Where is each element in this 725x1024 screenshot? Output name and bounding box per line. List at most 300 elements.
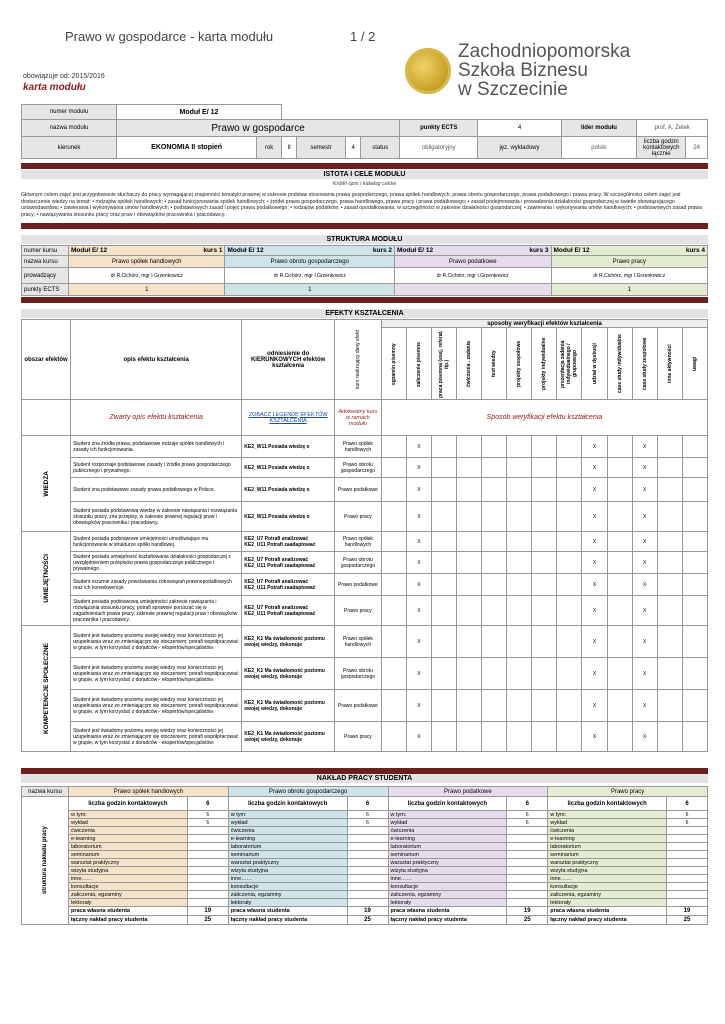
method-mark: X — [582, 658, 607, 690]
method-mark — [482, 532, 507, 552]
outcome-description: Student rozpoznaje podstawowe zasady i źródła prawa gospodarczego publicznego i prywatnego. — [71, 458, 242, 478]
method-mark — [457, 478, 482, 502]
outcome-row — [22, 596, 708, 626]
method-mark: X — [632, 626, 657, 658]
workload-row-label: konsultacje — [548, 883, 667, 891]
method-mark — [432, 722, 457, 752]
workload-row-label: wykład — [69, 819, 188, 827]
method-mark: X — [632, 458, 657, 478]
total-workload-value: 25 — [347, 916, 388, 925]
method-mark — [682, 722, 707, 752]
method-mark: X — [406, 722, 431, 752]
course-name: Prawo obrotu gospodarczego — [225, 256, 395, 268]
method-mark: X — [632, 552, 657, 574]
method-label: praca pisemna (esej, referat, itp.) — [438, 329, 451, 398]
workload-row-value — [507, 843, 548, 851]
outcome-reference — [242, 596, 335, 626]
module-name: Prawo w gospodarce — [117, 120, 400, 137]
method-mark — [482, 478, 507, 502]
outcome-description: Student posiada umiejętność kształtowania działalności gospodarczej z uwzględnieniem przepisów prawa gospodarczego publicznego i prywatnego. — [71, 552, 242, 574]
method-mark — [657, 502, 682, 532]
section-bar — [21, 163, 708, 169]
method-mark — [657, 658, 682, 690]
document-header-title: Prawo w gospodarce - karta modułu — [65, 29, 274, 44]
value: Moduł E/ 12 — [117, 105, 282, 120]
outcome-course: Prawo podatkowe — [334, 690, 381, 722]
method-mark — [457, 722, 482, 752]
workload-course-name: Prawo obrotu gospodarczego — [228, 787, 388, 797]
workload-row-label: warsztat praktyczny — [69, 859, 188, 867]
workload-row-value — [187, 827, 228, 835]
own-work-label: praca własna studenta — [548, 907, 667, 916]
total-workload-label: łączny nakład pracy studenta — [548, 916, 667, 925]
method-mark: X — [582, 626, 607, 658]
course-lecturer: dr R.Cichórz, mgr I.Grzenkowicz — [69, 268, 225, 284]
course-name: Prawo podatkowe — [395, 256, 551, 268]
method-label: case study indywidualne — [616, 334, 623, 393]
module-structure-table — [21, 245, 708, 296]
method-mark — [432, 458, 457, 478]
workload-row-value — [187, 899, 228, 907]
workload-row-value — [187, 835, 228, 843]
method-mark — [432, 436, 457, 458]
method-mark: X — [406, 478, 431, 502]
method-mark: X — [406, 436, 431, 458]
method-mark — [507, 552, 532, 574]
module-goals-text: Głównym celem zajęć jest przygotowanie słuchaczy do pracy wymagającej znajomości tematyki prawnej w zakresie podstaw stosowania prawa gospodarczego, prawa spółek handlowych, prawa obrotu gospodarczego, prawa podatkowego i prawa pracy. W szczególności celem zajęć jest dostarczenie wiedzy na temat: • rodzajów spółek handlowych; • zasad funkcjonowania spółek handlowych; • źródeł prawa gospodarczego, prawa handlowego, prawa pracy i prawa podatkowego; • zasad podejmowania i prowadzenia działalności gospodarczej w świetle obowiązującego ustawodawstwa; • zawierania i wykonywania umów handlowych; • podstawowych zasad i pojęć prawa podatkowego; • rodzajów podatków; • zasad opodatkowania, w szczególności w zakresie działalności gospodarczej; • zawierania i wykonywania umów handlowych; • podstawowych zasad prawa pracy; • nawiązywania stosunku pracy oraz praw i obowiązków pracownika i pracodawcy. — [21, 192, 703, 218]
workload-row-label: inne…… — [69, 875, 188, 883]
method-mark — [482, 552, 507, 574]
method-label: zaliczenie pisemne — [415, 340, 422, 387]
workload-row-value: 6 — [507, 819, 548, 827]
structure-row — [22, 268, 708, 284]
value: 4 — [478, 120, 561, 137]
outcome-course: Prawo obrotu gospodarczego — [334, 458, 381, 478]
method-mark — [507, 722, 532, 752]
workload-row — [22, 827, 708, 835]
method-mark — [607, 626, 632, 658]
method-mark — [507, 502, 532, 532]
workload-row-label: zaliczenia, egzaminy — [69, 891, 188, 899]
reference-code: KE2_K1 Ma świadomość poziomu swojej wiedzy, dokonuje — [244, 730, 325, 743]
workload-row-label: wizyta studyjna — [548, 867, 667, 875]
outcome-description: Student jest świadomy poziomu swojej wiedzy oraz konieczności jej uzupełniania wraz ze zmieniającym się otoczeniem; potrafi współpracować w grupie, w tym korzystać z doradców - ekspertów/specjalistów. — [71, 626, 242, 658]
outcome-reference — [242, 552, 335, 574]
method-mark — [507, 574, 532, 596]
method-mark — [432, 596, 457, 626]
workload-row-label: seminarium — [548, 851, 667, 859]
total-workload-value: 25 — [667, 916, 708, 925]
method-mark: X — [406, 532, 431, 552]
method-mark — [557, 478, 582, 502]
method-mark — [457, 552, 482, 574]
workload-row-label: w tym: — [388, 811, 507, 819]
method-mark — [482, 574, 507, 596]
method-mark: X — [582, 478, 607, 502]
section-title: EFEKTY KSZTAŁCENIA — [21, 309, 708, 318]
structure-row — [22, 246, 708, 256]
reference-code: KE2_W11 Posiada wiedzę o — [244, 513, 310, 520]
reference-code: KE2_U7 Potrafi analizować — [244, 535, 309, 542]
method-mark — [532, 690, 557, 722]
workload-row-label: inne…… — [548, 875, 667, 883]
method-mark: X — [632, 574, 657, 596]
outcome-description: Student zna podstawowe zasady prawa podatkowego w Polsce. — [71, 478, 242, 502]
workload-row-label: laboratorium — [388, 843, 507, 851]
method-mark — [607, 574, 632, 596]
method-mark: X — [582, 722, 607, 752]
outcome-row — [22, 658, 708, 690]
method-mark — [381, 532, 406, 552]
method-header — [557, 328, 582, 400]
label: rok — [257, 137, 282, 159]
method-mark — [607, 690, 632, 722]
method-mark — [557, 552, 582, 574]
method-mark — [381, 436, 406, 458]
method-mark — [432, 574, 457, 596]
method-mark: X — [582, 532, 607, 552]
reference-code: KE2_K1 Ma świadomość poziomu swojej wiedzy, dokonuje — [244, 699, 325, 712]
label: kierunek — [22, 137, 117, 159]
section-title: NAKŁAD PRACY STUDENTA — [21, 774, 708, 783]
workload-row-label: ćwiczenia — [69, 827, 188, 835]
method-mark — [432, 502, 457, 532]
method-mark — [381, 626, 406, 658]
value: 4 — [345, 137, 360, 159]
method-mark — [532, 532, 557, 552]
outcome-course: Prawo podatkowe — [334, 574, 381, 596]
workload-row-value — [507, 891, 548, 899]
method-header — [582, 328, 607, 400]
workload-row-value: 6 — [187, 811, 228, 819]
section-subtitle: Krótki opis i katalog celów — [332, 181, 397, 187]
workload-row-value: 6 — [347, 811, 388, 819]
outcome-row — [22, 722, 708, 752]
reference-code: KE2_U11 Potrafi zaadaptować — [244, 541, 316, 548]
course-number: kurs 2 — [332, 246, 394, 256]
workload-row-value — [507, 899, 548, 907]
course-module: Moduł E/ 12 — [225, 246, 332, 256]
reference-code: KE2_U11 Potrafi zaadaptować — [244, 562, 316, 569]
course-name: Prawo spółek handlowych — [69, 256, 225, 268]
workload-row-label: laboratorium — [548, 843, 667, 851]
area-name: UMIEJĘTNOŚCI — [42, 554, 50, 603]
method-mark — [457, 658, 482, 690]
method-mark — [557, 532, 582, 552]
method-mark: X — [632, 532, 657, 552]
workload-row-label: ćwiczenia — [228, 827, 347, 835]
workload-row — [22, 843, 708, 851]
outcome-reference — [242, 574, 335, 596]
method-mark — [532, 596, 557, 626]
workload-row-value — [187, 891, 228, 899]
workload-row-label: konsultacje — [69, 883, 188, 891]
outcome-reference — [242, 458, 335, 478]
outcome-reference — [242, 626, 335, 658]
method-mark: X — [582, 436, 607, 458]
method-header — [532, 328, 557, 400]
workload-row-value — [347, 899, 388, 907]
method-mark — [607, 552, 632, 574]
workload-row-value: 6 — [507, 811, 548, 819]
method-mark — [507, 478, 532, 502]
method-mark — [532, 574, 557, 596]
method-mark — [507, 458, 532, 478]
label: jęz. wykładowy — [478, 137, 561, 159]
method-mark — [657, 574, 682, 596]
method-mark — [381, 596, 406, 626]
outcome-row — [22, 502, 708, 532]
method-mark — [557, 502, 582, 532]
method-mark: X — [632, 436, 657, 458]
method-mark — [381, 552, 406, 574]
description-hint: Zwarty opis efektu kształcenia — [71, 400, 242, 436]
own-work-label: praca własna studenta — [69, 907, 188, 916]
course-number: kurs 4 — [650, 246, 708, 256]
methods-header: sposoby weryfikacji efektów kształcenia — [381, 320, 707, 328]
course-lecturer: dr R.Cichórz, mgr I.Grzenkowicz — [551, 268, 708, 284]
workload-row-label: wykład — [388, 819, 507, 827]
method-mark: X — [582, 574, 607, 596]
course-name: Prawo pracy — [551, 256, 708, 268]
value: 24 — [686, 137, 708, 159]
method-mark — [507, 596, 532, 626]
method-header — [657, 328, 682, 400]
method-label: inne aktywności — [666, 344, 673, 383]
outcome-description: Student jest świadomy poziomu swojej wiedzy oraz konieczności jej uzupełniania wraz ze zmieniającym się otoczeniem; potrafi współpracować w grupie, w tym korzystać z doradców - ekspertów/specjalistów. — [71, 690, 242, 722]
workload-row-value — [347, 843, 388, 851]
row-label: numer kursu — [22, 246, 69, 256]
method-mark — [432, 552, 457, 574]
method-mark — [657, 596, 682, 626]
method-mark — [457, 532, 482, 552]
method-mark — [457, 626, 482, 658]
workload-row-value — [187, 851, 228, 859]
area-cell — [22, 532, 71, 626]
reference-code: KE2_W11 Posiada wiedzę o — [244, 464, 310, 471]
outcome-reference — [242, 436, 335, 458]
row-label: nazwa kursu — [22, 256, 69, 268]
own-work-row — [22, 907, 708, 916]
method-mark: X — [632, 722, 657, 752]
method-mark — [507, 626, 532, 658]
method-mark — [381, 722, 406, 752]
course-module: Moduł E/ 12 — [69, 246, 168, 256]
workload-row-label: wizyta studyjna — [228, 867, 347, 875]
school-name — [458, 42, 630, 99]
method-mark — [432, 690, 457, 722]
valid-from: obowiązuje od: 2015/2016 — [23, 73, 105, 80]
workload-row-label: inne…… — [228, 875, 347, 883]
course-module: Moduł E/ 12 — [551, 246, 650, 256]
method-mark — [607, 502, 632, 532]
method-mark — [532, 658, 557, 690]
total-workload-value: 25 — [507, 916, 548, 925]
area-cell — [22, 626, 71, 752]
contact-hours-label: liczba godzin kontaktowych — [388, 797, 507, 811]
workload-row-label: lektorały — [69, 899, 188, 907]
outcome-course: Prawo spółek handlowych — [334, 436, 381, 458]
label: liczba godzin kontaktowych łącznie — [637, 137, 686, 159]
label: nazwa modułu — [22, 120, 117, 137]
method-mark: X — [406, 690, 431, 722]
structure-row — [22, 256, 708, 268]
method-mark: X — [582, 552, 607, 574]
contact-hours-label: liczba godzin kontaktowych — [69, 797, 188, 811]
method-mark — [657, 626, 682, 658]
method-label: projekty zespołowe — [516, 340, 523, 387]
method-label: case study zespołowe — [641, 337, 648, 390]
outcome-row — [22, 552, 708, 574]
contact-hours-value: 6 — [347, 797, 388, 811]
course-ects — [395, 284, 551, 296]
method-mark — [457, 574, 482, 596]
workload-row-value — [667, 827, 708, 835]
workload-row-value — [187, 883, 228, 891]
workload-row-value — [507, 867, 548, 875]
outcome-course: Prawo pracy — [334, 722, 381, 752]
method-label: test wiedzy — [491, 350, 498, 377]
own-work-label: praca własna studenta — [388, 907, 507, 916]
method-label: projekty indywidualne — [541, 337, 548, 390]
course-ects: 1 — [551, 284, 708, 296]
method-mark — [457, 436, 482, 458]
method-header — [482, 328, 507, 400]
method-mark: X — [406, 626, 431, 658]
value: prof. A. Żelek — [637, 120, 708, 137]
method-mark — [381, 502, 406, 532]
workload-row-value — [667, 835, 708, 843]
course-module: Moduł E/ 12 — [395, 246, 494, 256]
method-mark — [482, 626, 507, 658]
workload-row-value — [347, 827, 388, 835]
workload-row-value — [347, 875, 388, 883]
course-number: kurs 3 — [493, 246, 551, 256]
outcome-reference — [242, 478, 335, 502]
contact-hours-value: 6 — [507, 797, 548, 811]
method-header — [607, 328, 632, 400]
method-mark — [432, 658, 457, 690]
method-mark — [682, 596, 707, 626]
method-label: udział w dyskusji — [591, 343, 598, 384]
label: lider modułu — [561, 120, 637, 137]
workload-row-label: ćwiczenia — [548, 827, 667, 835]
workload-row-label: e-learning — [548, 835, 667, 843]
method-mark — [507, 532, 532, 552]
workload-row-value — [667, 883, 708, 891]
method-mark — [532, 502, 557, 532]
outcome-course: Prawo obrotu gospodarczego — [334, 658, 381, 690]
course-ects: 1 — [69, 284, 225, 296]
workload-row-label: wizyta studyjna — [388, 867, 507, 875]
method-mark — [482, 690, 507, 722]
legend-link[interactable]: ZOBACZ LEGENDĘ EFEKTÓW KSZTAŁCENIA — [242, 400, 335, 436]
workload-row-label: laboratorium — [69, 843, 188, 851]
method-header — [432, 328, 457, 400]
workload-row-value: 6 — [667, 811, 708, 819]
method-mark — [507, 658, 532, 690]
outcome-reference — [242, 502, 335, 532]
outcome-reference — [242, 658, 335, 690]
workload-course-name: Prawo podatkowe — [388, 787, 548, 797]
method-mark: X — [632, 478, 657, 502]
course-ects: 1 — [225, 284, 395, 296]
course-name-label: nazwa kursu — [22, 787, 69, 797]
total-workload-label: łączny nakład pracy studenta — [69, 916, 188, 925]
course-lecturer: dr R.Cichórz, mgr I.Grzenkowicz — [395, 268, 551, 284]
workload-row-value — [347, 867, 388, 875]
method-header — [507, 328, 532, 400]
outcome-description: Student posiada podstawowe umiejętności umożliwiające mu funkcjonowanie w strukturze spółki handlowej. — [71, 532, 242, 552]
workload-row-value — [667, 891, 708, 899]
method-mark — [682, 436, 707, 458]
workload-row — [22, 875, 708, 883]
own-work-value: 19 — [667, 907, 708, 916]
method-mark — [557, 436, 582, 458]
outcome-reference — [242, 532, 335, 552]
own-work-value: 19 — [347, 907, 388, 916]
method-mark — [482, 722, 507, 752]
value: II — [281, 137, 296, 159]
structure-row — [22, 284, 708, 296]
value: obligatoryjny — [400, 137, 478, 159]
method-mark — [682, 690, 707, 722]
method-mark — [507, 690, 532, 722]
method-mark — [657, 436, 682, 458]
label: status — [361, 137, 400, 159]
workload-row-label: w tym: — [69, 811, 188, 819]
workload-row-value: 6 — [667, 819, 708, 827]
method-mark: X — [406, 552, 431, 574]
outcome-course: Prawo pracy — [334, 502, 381, 532]
method-mark — [557, 596, 582, 626]
workload-row-value — [507, 883, 548, 891]
workload-row-label: seminarium — [69, 851, 188, 859]
method-mark — [657, 690, 682, 722]
section-bar — [21, 223, 708, 229]
method-mark: X — [582, 502, 607, 532]
method-mark — [607, 722, 632, 752]
method-mark — [457, 596, 482, 626]
course-number: kurs 1 — [167, 246, 225, 256]
outcome-description: Student posiada podstawową umiejętności zakresie nawiązania i rozwiązania stosunku pracy, potrafi sprawnie poruszać się w zagadnieniach prawa pracy, zakresie prawnej regulacji praw i obowiązków pracownika i pracodawcy. — [71, 596, 242, 626]
method-mark — [457, 502, 482, 532]
method-mark — [381, 658, 406, 690]
total-workload-label: łączny nakład pracy studenta — [228, 916, 347, 925]
label: semestr — [297, 137, 346, 159]
method-header — [632, 328, 657, 400]
workload-row-value — [667, 859, 708, 867]
outcome-row — [22, 690, 708, 722]
method-mark — [557, 658, 582, 690]
label: punkty ECTS — [400, 120, 478, 137]
method-header — [457, 328, 482, 400]
row-label: prowadzący — [22, 268, 69, 284]
area-name: WIEDZA — [42, 470, 50, 497]
course-hint: Adekwatny kurs w ramach modułu — [334, 400, 381, 436]
card-title: karta modułu — [23, 82, 86, 93]
outcome-course: Prawo spółek handlowych — [334, 532, 381, 552]
workload-table — [21, 786, 708, 925]
workload-row-value — [667, 899, 708, 907]
workload-row-value: 6 — [187, 819, 228, 827]
label: numer modułu — [22, 105, 117, 120]
workload-row-value — [187, 875, 228, 883]
workload-row-value — [347, 851, 388, 859]
workload-row-value — [507, 859, 548, 867]
method-mark: X — [632, 690, 657, 722]
total-workload-value: 25 — [187, 916, 228, 925]
